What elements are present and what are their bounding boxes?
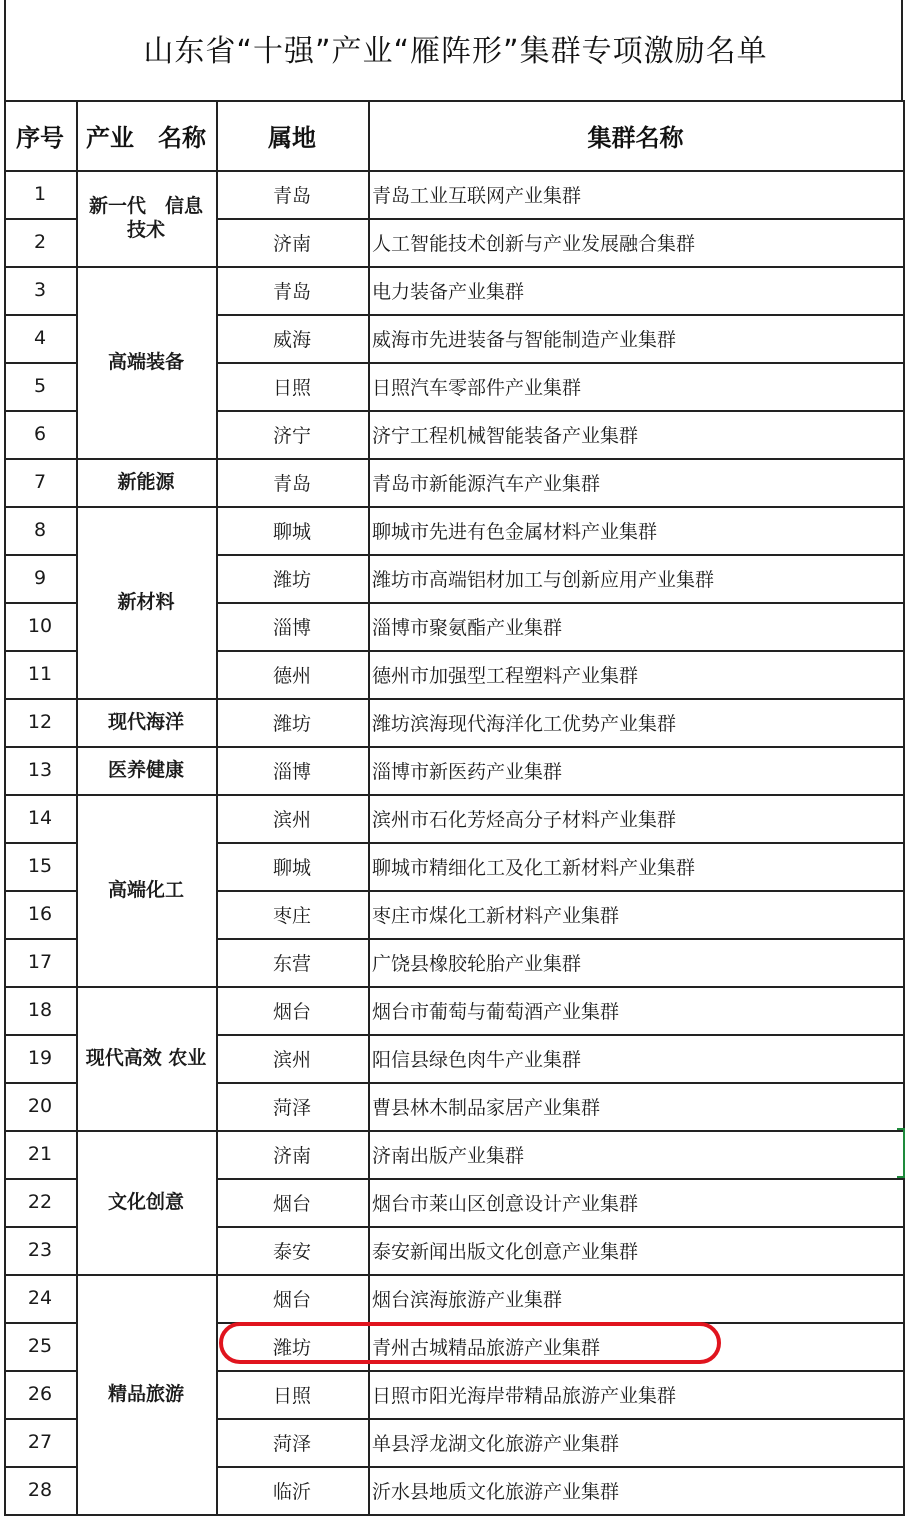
industry-name: 文化创意 [107,1191,184,1213]
table-cell-cluster: 德州市加强型工程塑料产业集群 [372,664,639,687]
industry-name: 现代海洋 [107,711,184,733]
table-cell-location: 济南 [272,1144,311,1167]
table-cell-cluster: 电力装备产业集群 [372,280,525,303]
table-cell-seq: 6 [33,423,47,445]
table-cell-location: 青岛 [272,472,311,495]
table-cell-location: 日照 [272,376,311,399]
table-cell-seq: 8 [33,519,47,541]
table-cell-seq: 18 [27,999,53,1021]
industry-cell [76,506,216,698]
industry-cell [76,698,216,746]
table-cell-cluster: 烟台市葡萄与葡萄酒产业集群 [372,1000,620,1023]
table-cell-seq: 20 [27,1095,53,1117]
table-cell-seq: 15 [27,855,53,877]
table-cell-seq: 17 [27,951,53,973]
table-cell-cluster: 烟台滨海旅游产业集群 [372,1288,563,1311]
table-cell-seq: 19 [27,1047,53,1069]
table-cell-cluster: 泰安新闻出版文化创意产业集群 [372,1240,639,1263]
industry-cell [76,1130,216,1274]
industry-cell [76,1274,216,1514]
table-cell-seq: 2 [33,231,47,253]
table-cell-location: 潍坊 [272,1336,311,1359]
table-cell-cluster: 单县浮龙湖文化旅游产业集群 [372,1432,620,1455]
table-cell-cluster: 沂水县地质文化旅游产业集群 [372,1480,620,1503]
table-cell-cluster: 青岛工业互联网产业集群 [372,184,582,207]
table-cell-seq: 14 [27,807,53,829]
table-cell-location: 淄博 [272,616,311,639]
table-cell-location: 潍坊 [272,712,311,735]
table-cell-location: 济宁 [272,424,311,447]
industry-cell [76,746,216,794]
table-cell-location: 威海 [272,328,311,351]
table-cell-seq: 9 [33,567,47,589]
industry-name: 高端装备 [107,351,184,373]
table-cell-cluster: 淄博市新医药产业集群 [372,760,563,783]
table-cell-location: 滨州 [272,808,311,831]
industry-cell [76,266,216,458]
table-cell-cluster: 聊城市精细化工及化工新材料产业集群 [372,856,696,879]
selected-cell-marker [897,1128,905,1178]
table-cell-seq: 22 [27,1191,53,1213]
industry-name: 新能源 [117,471,175,493]
table-cell-cluster: 聊城市先进有色金属材料产业集群 [372,520,658,543]
industry-cell [76,170,216,266]
table-cell-seq: 16 [27,903,53,925]
table-cell-location: 临沂 [272,1480,311,1503]
industry-cell [76,794,216,986]
table-cell-location: 青岛 [272,280,311,303]
table-cell-seq: 26 [27,1383,53,1405]
table-cell-location: 泰安 [272,1240,311,1263]
table-cell-seq: 13 [27,759,53,781]
table-cell-cluster: 济南出版产业集群 [372,1144,525,1167]
column-border [903,100,905,1516]
table-cell-seq: 27 [27,1431,53,1453]
table-cell-location: 东营 [272,952,311,975]
header-location: 属地 [268,123,316,152]
table-cell-cluster: 曹县林木制品家居产业集群 [372,1096,601,1119]
table-cell-cluster: 人工智能技术创新与产业发展融合集群 [372,232,696,255]
table-cell-location: 烟台 [272,1192,311,1215]
industry-name: 新一代 信息 [88,195,203,217]
table-cell-location: 滨州 [272,1048,311,1071]
table-cell-cluster: 威海市先进装备与智能制造产业集群 [372,328,677,351]
industry-cell [76,458,216,506]
table-cell-cluster: 广饶县橡胶轮胎产业集群 [372,952,582,975]
highlight-oval-row-25 [219,1322,721,1364]
industry-name: 精品旅游 [107,1383,184,1405]
table-cell-location: 日照 [272,1384,311,1407]
table-cell-seq: 23 [27,1239,53,1261]
table-cell-cluster: 日照汽车零部件产业集群 [372,376,582,399]
industry-name-line2: 技术 [126,219,165,241]
industry-name: 新材料 [117,591,175,613]
header-industry: 产业 名称 [86,123,206,152]
table-cell-cluster: 烟台市莱山区创意设计产业集群 [372,1192,639,1215]
header-cluster: 集群名称 [587,123,684,152]
table-cell-cluster: 阳信县绿色肉牛产业集群 [372,1048,582,1071]
table-cell-cluster: 日照市阳光海岸带精品旅游产业集群 [372,1384,677,1407]
table-cell-seq: 3 [33,279,47,301]
table-cell-location: 济南 [272,232,311,255]
table-cell-seq: 7 [33,471,47,493]
header-seq: 序号 [16,123,64,152]
table-cell-seq: 24 [27,1287,53,1309]
table-cell-seq: 5 [33,375,47,397]
table-cell-cluster: 枣庄市煤化工新材料产业集群 [372,904,620,927]
table-cell-cluster: 青岛市新能源汽车产业集群 [372,472,601,495]
table-cell-location: 菏泽 [272,1432,311,1455]
table-cell-location: 潍坊 [272,568,311,591]
table-cell-location: 菏泽 [272,1096,311,1119]
industry-name: 现代高效 农业 [85,1047,207,1069]
table-cell-cluster: 淄博市聚氨酯产业集群 [372,616,563,639]
table-cell-seq: 10 [27,615,53,637]
table-cell-seq: 1 [33,183,47,205]
table-cell-location: 青岛 [272,184,311,207]
table-cell-cluster: 济宁工程机械智能装备产业集群 [372,424,639,447]
table-cell-seq: 28 [27,1479,53,1501]
table-cell-seq: 25 [27,1335,53,1357]
table-cell-location: 聊城 [272,520,311,543]
table-cell-location: 烟台 [272,1000,311,1023]
table-cell-seq: 12 [27,711,53,733]
page-title: 山东省“十强”产业“雁阵形”集群专项激励名单 [143,34,768,69]
table-cell-location: 枣庄 [272,904,311,927]
industry-cell [76,986,216,1130]
industry-name: 高端化工 [107,879,184,901]
table-cell-cluster: 滨州市石化芳烃高分子材料产业集群 [372,808,677,831]
table-cell-location: 淄博 [272,760,311,783]
table-cell-seq: 11 [27,663,53,685]
table-cell-cluster: 青州古城精品旅游产业集群 [372,1336,601,1359]
industry-name: 医养健康 [107,759,184,781]
table-cell-location: 烟台 [272,1288,311,1311]
table-cell-location: 聊城 [272,856,311,879]
table-cell-cluster: 潍坊滨海现代海洋化工优势产业集群 [372,712,677,735]
title-box [4,0,903,101]
table-cell-seq: 21 [27,1143,53,1165]
table-cell-location: 德州 [272,664,311,687]
table-cell-seq: 4 [33,327,47,349]
table-cell-cluster: 潍坊市高端铝材加工与创新应用产业集群 [372,568,715,591]
